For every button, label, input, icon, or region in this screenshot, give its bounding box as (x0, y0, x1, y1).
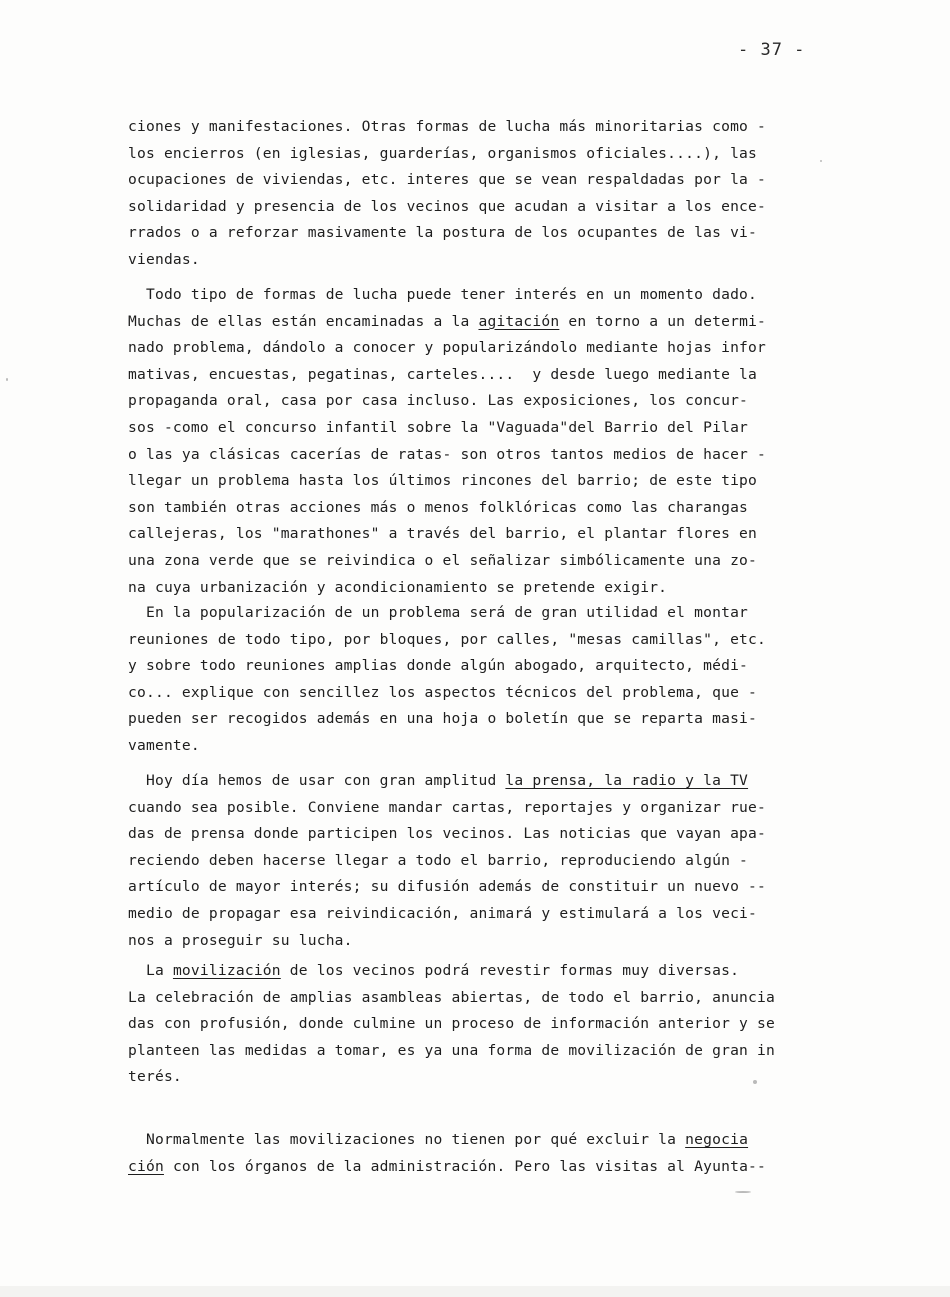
text-line (128, 309, 828, 336)
underlined-term-negociacion-cont: ción (128, 1157, 164, 1175)
paragraph-3 (128, 600, 828, 760)
text-line: viendas. (128, 250, 200, 268)
text-line: co... explique con sencillez los aspectos técnicos del problema, que - (128, 683, 758, 701)
text-line: llegar un problema hasta los últimos rincones del barrio; de este tipo (128, 472, 758, 490)
text-line: terés. (128, 1068, 182, 1086)
text-segment: con los órganos de la administración. Pero las visitas al Ayunta-- (163, 1157, 767, 1175)
text-line: nado problema, dándolo a conocer y popularizándolo mediante hojas infor (128, 339, 767, 357)
text-line (128, 1154, 828, 1181)
text-segment: de los vecinos podrá revestir formas muy diversas. (280, 962, 740, 979)
text-line: nos a proseguir su lucha. (128, 931, 353, 949)
text-line: medio de propagar esa reivindicación, animará y estimulará a los veci- (128, 904, 758, 922)
text-line: na cuya urbanización y acondicionamiento se pretende exigir. (128, 578, 668, 596)
text-line: ocupaciones de viviendas, etc. interes que se vean respaldadas por la - (128, 171, 767, 189)
text-line: En la popularización de un problema será de gran utilidad el montar (128, 604, 749, 621)
text-line: cuando sea posible. Conviene mandar cartas, reportajes y organizar rue- (128, 798, 767, 816)
scan-speck (753, 1080, 757, 1084)
underlined-term-movilizacion: movilización (172, 962, 281, 979)
text-line: son también otras acciones más o menos folklóricas como las charangas (128, 498, 749, 516)
text-line: das con profusión, donde culmine un proceso de información anterior y se (128, 1015, 776, 1033)
text-line: pueden ser recogidos además en una hoja o boletín que se reparta masi- (128, 710, 758, 728)
text-line: una zona verde que se reivindica o el señalizar simbólicamente una zo- (128, 551, 758, 569)
text-segment: en torno a un determi- (559, 312, 767, 330)
text-line: ciones y manifestaciones. Otras formas de lucha más minoritarias como - (128, 118, 767, 135)
text-segment: Hoy día hemos de usar con gran amplitud (128, 772, 506, 789)
text-line: reuniones de todo tipo, por bloques, por calles, "mesas camillas", etc. (128, 630, 767, 648)
text-line (128, 958, 828, 985)
text-segment: Muchas de ellas están encaminadas a la (128, 312, 479, 330)
text-line: o las ya clásicas cacerías de ratas- son otros tantos medios de hacer - (128, 445, 767, 463)
page-number: - 37 - (738, 40, 806, 60)
text-line: propaganda oral, casa por casa incluso. Las exposiciones, los concur- (128, 392, 749, 410)
text-line: planteen las medidas a tomar, es ya una forma de movilización de gran in (128, 1041, 776, 1059)
paragraph-5 (128, 958, 828, 1091)
scan-speck (6, 378, 8, 381)
text-line: vamente. (128, 736, 200, 754)
text-line: mativas, encuestas, pegatinas, carteles.... y desde luego mediante la (128, 365, 758, 383)
text-line: callejeras, los "marathones" a través del barrio, el plantar flores en (128, 525, 758, 543)
scan-speck (820, 160, 822, 162)
text-line: artículo de mayor interés; su difusión además de constituir un nuevo -- (128, 878, 767, 896)
text-line: La celebración de amplias asambleas abiertas, de todo el barrio, anuncia (128, 988, 776, 1006)
text-line: Todo tipo de formas de lucha puede tener interés en un momento dado. (128, 286, 758, 303)
underlined-term-negociacion: negocia (685, 1131, 749, 1148)
text-line (128, 1127, 828, 1154)
text-line: y sobre todo reuniones amplias donde algún abogado, arquitecto, médi- (128, 657, 749, 675)
text-line: reciendo deben hacerse llegar a todo el barrio, reproduciendo algún - (128, 851, 749, 869)
underlined-term-prensa-radio-tv: la prensa, la radio y la TV (505, 772, 749, 789)
scan-speck (735, 1191, 751, 1193)
underlined-term-agitacion: agitación (478, 312, 560, 330)
page-edge (0, 1286, 950, 1297)
text-line (128, 768, 828, 795)
text-line: sos -como el concurso infantil sobre la "Vaguada"del Barrio del Pilar (128, 418, 749, 436)
text-line: das de prensa donde participen los vecinos. Las noticias que vayan apa- (128, 825, 767, 843)
paragraph-4 (128, 768, 828, 954)
text-line: los encierros (en iglesias, guarderías, organismos oficiales....), las (128, 144, 758, 162)
text-segment: La (128, 962, 173, 979)
paragraph-1 (128, 114, 828, 274)
text-line: solidaridad y presencia de los vecinos que acudan a visitar a los ence- (128, 197, 767, 215)
text-line: rrados o a reforzar masivamente la postura de los ocupantes de las vi- (128, 224, 758, 242)
paragraph-6 (128, 1127, 828, 1180)
paragraph-2 (128, 282, 828, 601)
text-segment: Normalmente las movilizaciones no tienen por qué excluir la (128, 1131, 686, 1148)
